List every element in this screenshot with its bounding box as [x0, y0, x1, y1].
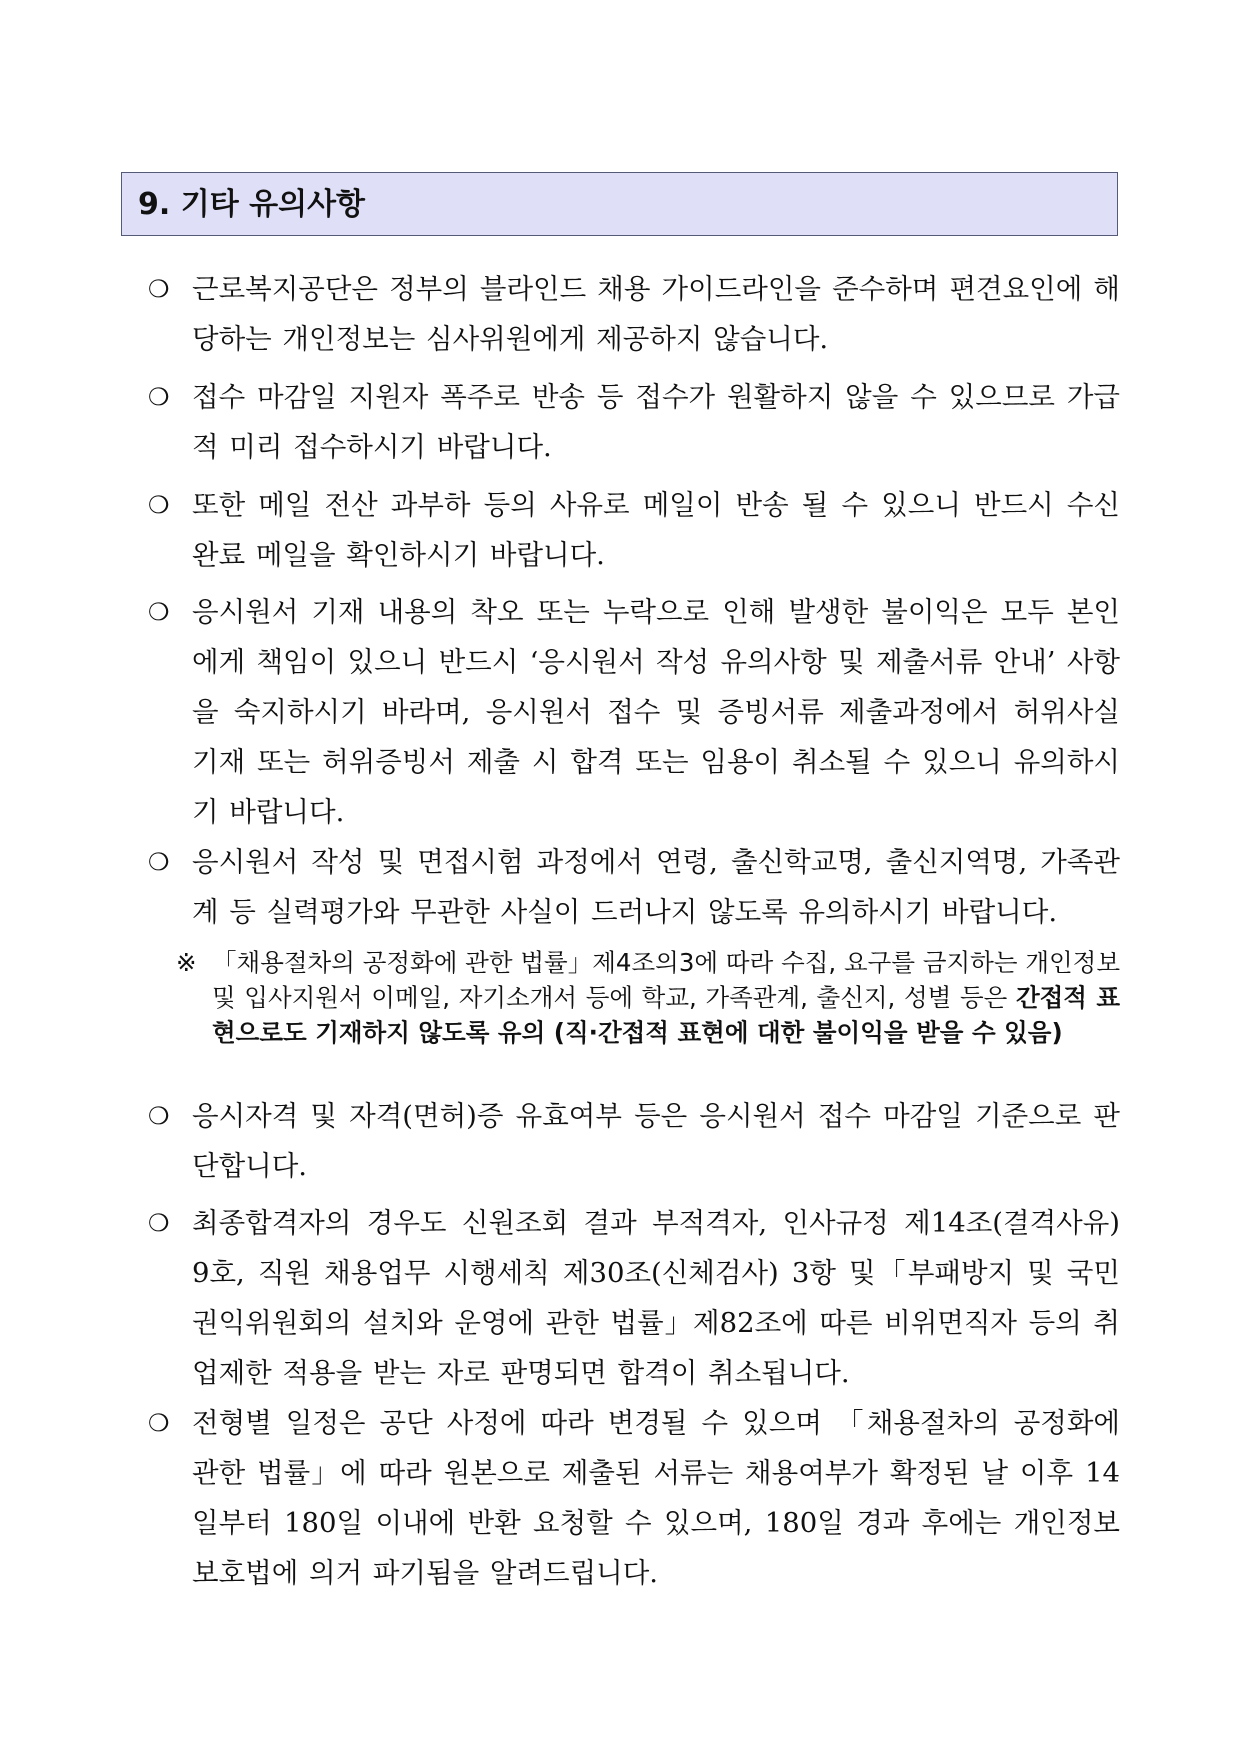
list-item-text: 접수 마감일 지원자 폭주로 반송 등 접수가 원활하지 않을 수 있으므로 가급적 미리 접수하시기 바랍니다. [192, 381, 1120, 463]
list-item-disqualification [148, 1198, 1120, 1398]
list-item-schedule-documents [148, 1398, 1120, 1598]
list-item-text: 응시원서 기재 내용의 착오 또는 누락으로 인해 발생한 불이익은 모두 본인에게 책임이 있으니 반드시 ‘응시원서 작성 유의사항 및 제출서류 안내’ 사항을 숙지하시기 바라며, 응시원서 접수 및 증빙서류 제출과정에서 허위사실 기재 또는 허위증빙서 제출 시 합격 또는 임용이 취소될 수 있으니 유의하시기 바랍니다. [192, 596, 1120, 828]
list-item-text: 전형별 일정은 공단 사정에 따라 변경될 수 있으며 「채용절차의 공정화에 관한 법률」에 따라 원본으로 제출된 서류는 채용여부가 확정된 날 이후 14일부터 180일 이내에 반환 요청할 수 있으며, 180일 경과 후에는 개인정보보호법에 의거 파기됨을 알려드립니다. [192, 1407, 1120, 1589]
list-item-email-confirmation [148, 480, 1120, 580]
circle-bullet-icon: ❍ [148, 383, 170, 411]
list-item-unrelated-facts [148, 837, 1120, 937]
circle-bullet-icon: ❍ [148, 598, 170, 626]
circle-bullet-icon: ❍ [148, 1409, 170, 1437]
list-item-text: 근로복지공단은 정부의 블라인드 채용 가이드라인을 준수하며 편견요인에 해당하는 개인정보는 심사위원에게 제공하지 않습니다. [192, 273, 1120, 355]
list-item-application-errors [148, 587, 1120, 837]
legal-note-emphasis: 간접적 표현으로도 기재하지 않도록 유의 (직·간접적 표현에 대한 불이익을 받을 수 있음) [212, 983, 1120, 1047]
legal-note-regular: 「채용절차의 공정화에 관한 법률」제4조의3에 따라 수집, 요구를 금지하는 개인정보 및 입사지원서 이메일, 자기소개서 등에 학교, 가족관계, 출신지, 성별 등은 [212, 948, 1120, 1012]
list-item-text: 또한 메일 전산 과부하 등의 사유로 메일이 반송 될 수 있으니 반드시 수신 완료 메일을 확인하시기 바랍니다. [192, 489, 1120, 571]
list-item-early-submission [148, 372, 1120, 472]
section-header [121, 172, 1118, 236]
legal-note [176, 945, 1120, 1050]
circle-bullet-icon: ❍ [148, 1102, 170, 1130]
legal-note-text [212, 945, 1120, 1050]
list-item-text: 응시자격 및 자격(면허)증 유효여부 등은 응시원서 접수 마감일 기준으로 판단합니다. [192, 1100, 1120, 1182]
list-item-text: 응시원서 작성 및 면접시험 과정에서 연령, 출신학교명, 출신지역명, 가족관계 등 실력평가와 무관한 사실이 드러나지 않도록 유의하시기 바랍니다. [192, 846, 1120, 928]
list-item-text: 최종합격자의 경우도 신원조회 결과 부적격자, 인사규정 제14조(결격사유) 9호, 직원 채용업무 시행세칙 제30조(신체검사) 3항 및「부패방지 및 국민권익위원회의 설치와 운영에 관한 법률」제82조에 따른 비위면직자 등의 취업제한 적용을 받는 자로 판명되면 합격이 취소됩니다. [192, 1207, 1120, 1389]
list-item-blind-hiring [148, 264, 1120, 364]
circle-bullet-icon: ❍ [148, 848, 170, 876]
circle-bullet-icon: ❍ [148, 1209, 170, 1237]
reference-mark-icon: ※ [176, 948, 197, 977]
section-title: 9. 기타 유의사항 [138, 187, 366, 222]
circle-bullet-icon: ❍ [148, 275, 170, 303]
list-item-qualification-basis [148, 1091, 1120, 1191]
circle-bullet-icon: ❍ [148, 491, 170, 519]
